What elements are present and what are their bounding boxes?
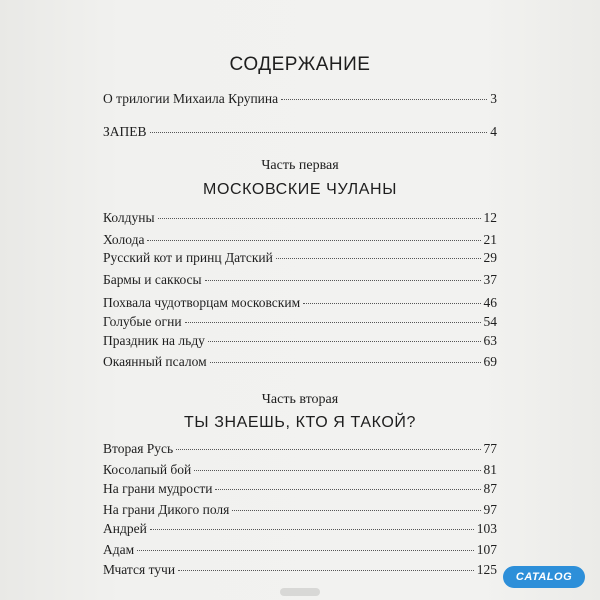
- toc-entry-page: 46: [483, 295, 497, 310]
- toc-entry-label: Праздник на льду: [103, 333, 205, 348]
- toc-entry: [103, 314, 497, 332]
- toc-entry: [103, 250, 497, 268]
- leader-dots: [194, 470, 480, 471]
- toc-entry-page: 103: [476, 521, 497, 536]
- leader-dots: [147, 240, 480, 241]
- toc-entry-page: 107: [476, 542, 497, 557]
- toc-entry-label: Вторая Русь: [103, 441, 174, 456]
- catalog-watermark-logo: CATALOG: [503, 566, 585, 588]
- toc-entry-page: 21: [483, 232, 497, 247]
- toc-entry-label: На грани мудрости: [103, 481, 213, 496]
- toc-entry-page: 97: [483, 502, 497, 517]
- toc-entry-page: 3: [490, 91, 497, 106]
- toc-entry-label: Холода: [103, 232, 145, 247]
- toc-entry-label: Колдуны: [103, 210, 155, 225]
- toc-entry-label: Похвала чудотворцам московским: [103, 295, 301, 310]
- leader-dots: [176, 449, 480, 450]
- leader-dots: [210, 362, 481, 363]
- toc-entry-label: Косолапый бой: [103, 462, 192, 477]
- part-one-label: Часть первая: [261, 158, 339, 173]
- leader-dots: [281, 99, 487, 100]
- toc-entry-label: Голубые огни: [103, 314, 182, 329]
- toc-entry: [103, 481, 497, 499]
- toc-entry-label: Окаянный псалом: [103, 354, 207, 369]
- page-number-fragment: [280, 588, 320, 596]
- toc-entry: [103, 562, 497, 580]
- toc-entry-page: 69: [483, 354, 497, 369]
- toc-entry-page: 54: [483, 314, 497, 329]
- leader-dots: [137, 550, 474, 551]
- toc-entry-label: Русский кот и принц Датский: [103, 250, 273, 265]
- part-one-title: МОСКОВСКИЕ ЧУЛАНЫ: [203, 181, 397, 198]
- leader-dots: [208, 341, 481, 342]
- leader-dots: [232, 510, 480, 511]
- toc-entry: [103, 124, 497, 142]
- toc-entry: [103, 91, 497, 109]
- toc-entry: [103, 272, 497, 290]
- toc-entry-page: 12: [483, 210, 497, 225]
- toc-entry-page: 37: [483, 272, 497, 287]
- toc-entry: [103, 210, 497, 228]
- toc-entry-label: Адам: [103, 542, 135, 557]
- toc-entry-page: 81: [483, 462, 497, 477]
- toc-entry: [103, 295, 497, 313]
- leader-dots: [150, 529, 474, 530]
- leader-dots: [205, 280, 481, 281]
- part-two-title: ТЫ ЗНАЕШЬ, КТО Я ТАКОЙ?: [184, 414, 416, 431]
- leader-dots: [178, 570, 474, 571]
- toc-entry-page: 63: [483, 333, 497, 348]
- toc-entry-page: 29: [483, 250, 497, 265]
- toc-entry-page: 87: [483, 481, 497, 496]
- toc-entry-label: Андрей: [103, 521, 147, 536]
- contents-title: СОДЕРЖАНИЕ: [229, 54, 371, 75]
- toc-entry-page: 4: [490, 124, 497, 139]
- toc-entry-label: Мчатся тучи: [103, 562, 176, 577]
- leader-dots: [303, 303, 480, 304]
- leader-dots: [215, 489, 480, 490]
- toc-entry-page: 125: [476, 562, 497, 577]
- toc-entry-label: На грани Дикого поля: [103, 502, 230, 517]
- toc-entry-label: О трилогии Михаила Крупина: [103, 91, 279, 106]
- leader-dots: [276, 258, 481, 259]
- leader-dots: [185, 322, 481, 323]
- toc-entry-label: ЗАПЕВ: [103, 124, 147, 139]
- toc-entry: [103, 333, 497, 351]
- toc-entry: [103, 521, 497, 539]
- toc-entry: [103, 462, 497, 480]
- part-two-label: Часть вторая: [261, 392, 339, 407]
- toc-entry: [103, 354, 497, 372]
- toc-entry: [103, 232, 497, 250]
- toc-entry: [103, 441, 497, 459]
- toc-entry-page: 77: [483, 441, 497, 456]
- toc-entry-label: Бармы и саккосы: [103, 272, 202, 287]
- leader-dots: [150, 132, 488, 133]
- toc-entry: [103, 502, 497, 520]
- leader-dots: [158, 218, 481, 219]
- toc-entry: [103, 542, 497, 560]
